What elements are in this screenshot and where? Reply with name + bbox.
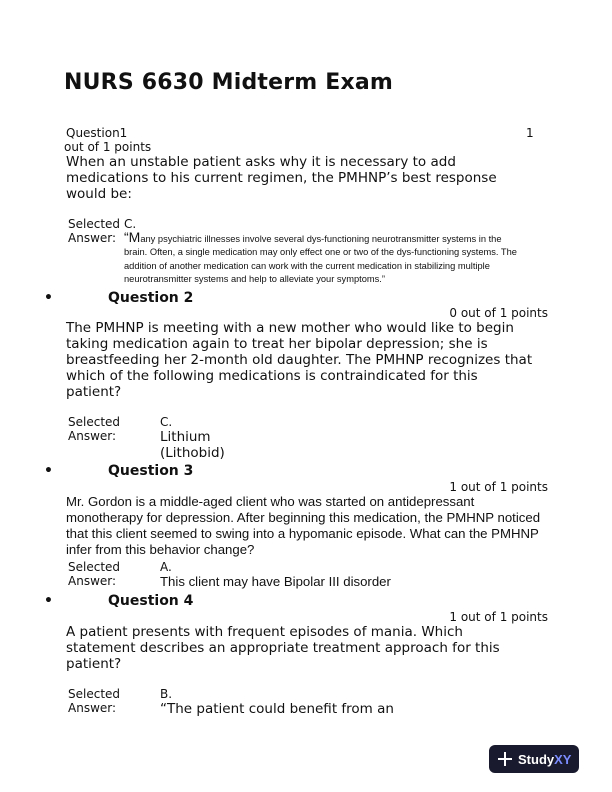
question-2-heading: Question 2 [108, 290, 194, 306]
question-3-points: 1 out of 1 points [449, 480, 548, 494]
question-2-answer: Lithium (Lithobid) [160, 429, 225, 461]
bullet: • [44, 290, 53, 306]
question-1-number: 1 [526, 126, 534, 140]
page-title: NURS 6630 Midterm Exam [64, 70, 394, 95]
question-2-choice: C. [160, 415, 173, 429]
brand-suffix: XY [554, 751, 572, 767]
answer-rest: any psychiatric illnesses involve several dys-functioning neurotransmitter systems in the brain. Often, a single medication may only effect one or two of the dys-functioning systems. The addition of another medication can work with the current medication in stabilizing multiple neurotransmitter systems and help to alleviate your symptoms.” [124, 234, 517, 285]
answer-open: “M [124, 229, 141, 245]
plus-icon [498, 752, 512, 766]
selected-label: Selected [68, 217, 121, 231]
question-1-choice: C. [124, 217, 137, 231]
question-3-text: Mr. Gordon is a middle-aged client who was started on antidepressant monotherapy for depression. After beginning this medication, the PMHNP noticed that this client seemed to swing into a hypomanic episode. What can the PMHNP infer from this behavior change? [66, 494, 541, 557]
question-4-points: 1 out of 1 points [449, 610, 548, 624]
answer-label: Answer: [68, 574, 117, 588]
selected-label: Selected [68, 415, 121, 429]
question-3-choice: A. [160, 560, 172, 574]
question-4-answer: “The patient could benefit from an [160, 701, 394, 717]
question-2-points: 0 out of 1 points [449, 306, 548, 320]
question-3-answer: This client may have Bipolar III disorder [160, 574, 391, 589]
answer-label: Answer: [68, 231, 117, 245]
question-4-choice: B. [160, 687, 173, 701]
studyxy-badge[interactable] [489, 745, 579, 773]
answer-label: Answer: [68, 429, 117, 443]
question-4-text: A patient presents with frequent episodes of mania. Which statement describes an appropriate treatment approach for this patient? [66, 624, 500, 672]
question-1-points: out of 1 points [64, 140, 152, 154]
answer-label: Answer: [68, 701, 117, 715]
question-1-text: When an unstable patient asks why it is necessary to add medications to his current regimen, the PMHNP’s best response would be: [66, 154, 497, 202]
question-1-label: Question1 [66, 126, 128, 140]
selected-label: Selected [68, 687, 121, 701]
brand-prefix: Study [518, 751, 555, 767]
question-4-heading: Question 4 [108, 593, 194, 609]
bullet: • [44, 463, 53, 479]
bullet: • [44, 593, 53, 609]
question-2-text: The PMHNP is meeting with a new mother who would like to begin taking medication again to treat her bipolar depression; she is breastfeeding her 2-month old daughter. The PMHNP recognizes that which of the following medications is contraindicated for this patient? [66, 320, 533, 400]
brand-name [518, 752, 571, 767]
question-1-answer [124, 231, 524, 287]
selected-label: Selected [68, 560, 121, 574]
question-3-heading: Question 3 [108, 463, 194, 479]
